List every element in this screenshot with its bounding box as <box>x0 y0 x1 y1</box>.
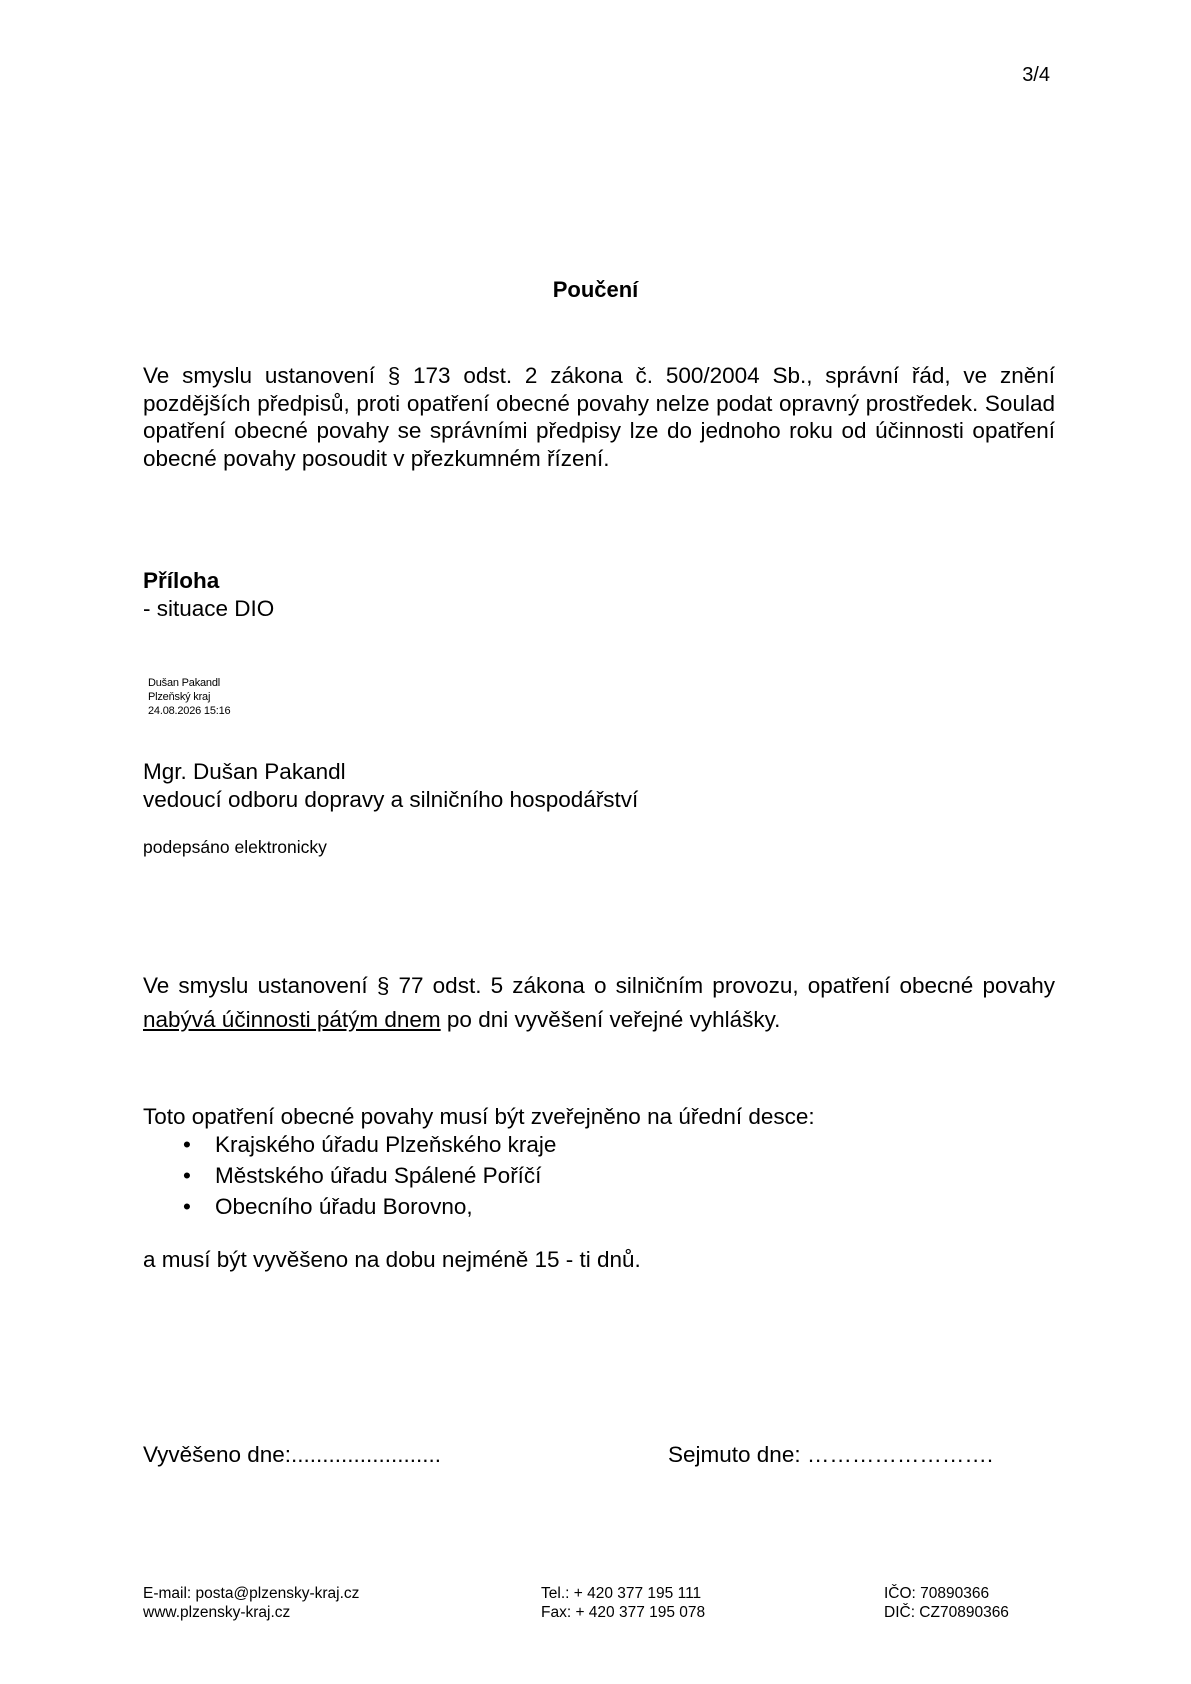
attachment-item: - situace DIO <box>143 596 275 621</box>
footer-phone <box>541 1584 705 1622</box>
posted-date-field: Vyvěšeno dne:........................ <box>143 1442 442 1467</box>
esig-organization: Plzeňský kraj <box>148 691 211 703</box>
footer-email: E-mail: posta@plzensky-kraj.cz <box>143 1585 360 1602</box>
signer-block <box>143 758 638 814</box>
attachment-title: Příloha <box>143 568 220 593</box>
effectiveness-text-after: po dni vyvěšení veřejné vyhlášky. <box>440 1007 781 1032</box>
effectiveness-text-before: Ve smyslu ustanovení § 77 odst. 5 zákona o silničním provozu, opatření obecné povahy <box>143 973 1055 998</box>
esig-datetime: 24.08.2026 15:16 <box>148 705 231 717</box>
notice-intro: Toto opatření obecné povahy musí být zveřejněno na úřední desce: <box>143 1104 815 1129</box>
footer-contact <box>143 1584 359 1622</box>
footer-dic: DIČ: CZ70890366 <box>884 1604 1009 1621</box>
list-item: • Městského úřadu Spálené Poříčí <box>143 1160 556 1191</box>
page-title: Poučení <box>552 277 639 302</box>
signer-position: vedoucí odboru dopravy a silničního hospodářství <box>143 787 639 812</box>
footer-web: www.plzensky-kraj.cz <box>143 1604 291 1621</box>
removed-date-field: Sejmuto dne: ……………………. <box>668 1442 994 1467</box>
notice-board-list <box>143 1129 556 1222</box>
list-item: • Obecního úřadu Borovno, <box>143 1191 556 1222</box>
page-number: 3/4 <box>1022 64 1050 86</box>
signed-electronically-note: podepsáno elektronicky <box>143 837 327 857</box>
effectiveness-paragraph <box>143 969 1055 1037</box>
electronic-signature-stamp <box>148 676 230 718</box>
effectiveness-underlined: nabývá účinnosti pátým dnem <box>143 1007 441 1032</box>
list-item: • Krajského úřadu Plzeňského kraje <box>143 1129 556 1160</box>
esig-name: Dušan Pakandl <box>148 677 221 689</box>
signer-name: Mgr. Dušan Pakandl <box>143 759 346 784</box>
footer-fax: Fax: + 420 377 195 078 <box>541 1604 706 1621</box>
notice-duration: a musí být vyvěšeno na dobu nejméně 15 - ti dnů. <box>143 1247 641 1272</box>
footer-ico: IČO: 70890366 <box>884 1585 990 1602</box>
instruction-paragraph: Ve smyslu ustanovení § 173 odst. 2 zákona č. 500/2004 Sb., správní řád, ve znění pozdějších předpisů, proti opatření obecné povahy nelze podat opravný prostředek. Soulad opatření obecné povahy se správními předpisy lze do jednoho roku od účinnosti opatření obecné povahy posoudit v přezkumném řízení. <box>143 363 1055 471</box>
footer-tel: Tel.: + 420 377 195 111 <box>541 1585 702 1602</box>
footer-ids <box>884 1584 1009 1622</box>
